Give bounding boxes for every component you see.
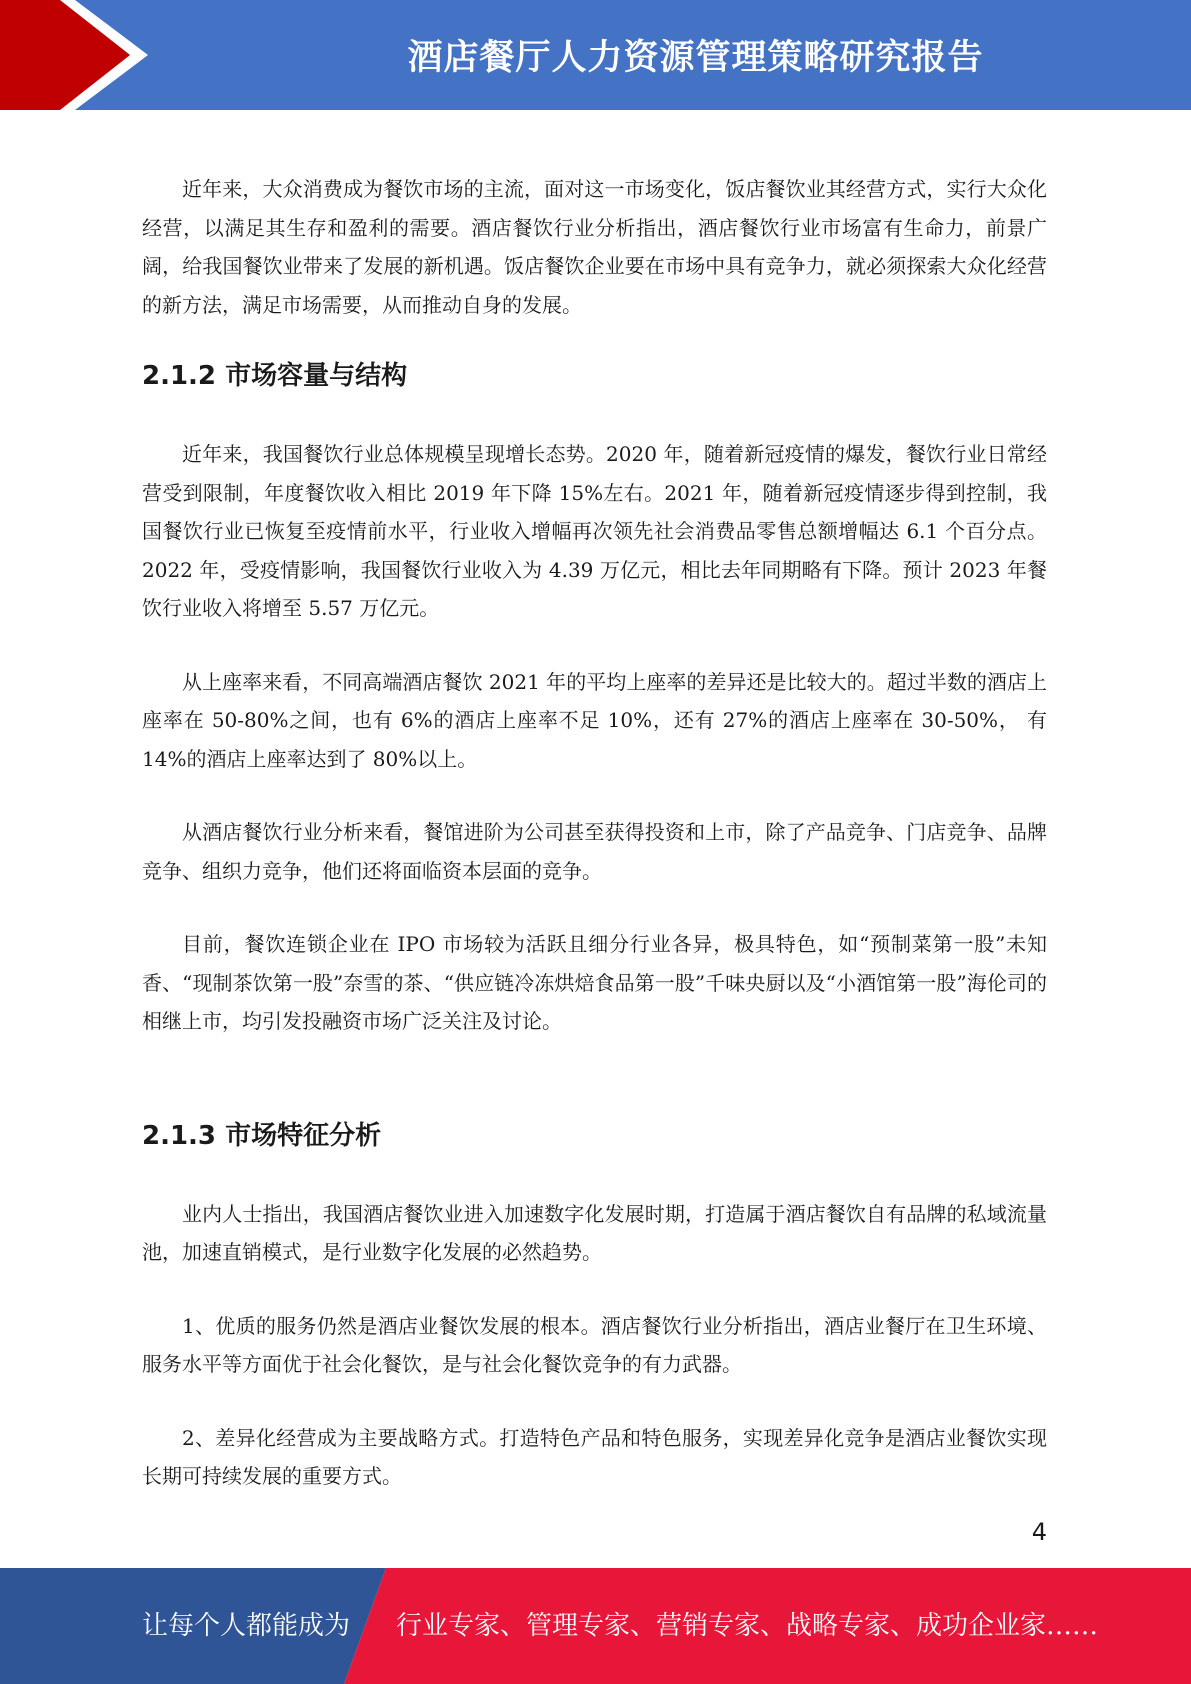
- paragraph: 2、差异化经营成为主要战略方式。打造特色产品和特色服务，实现差异化竞争是酒店业餐饮实现长期可持续发展的重要方式。: [142, 1425, 1047, 1488]
- page-footer: [0, 1568, 1191, 1684]
- intro-paragraph: 近年来，大众消费成为餐饮市场的主流，面对这一市场变化，饭店餐饮业其经营方式，实行大众化经营，以满足其生存和盈利的需要。酒店餐饮行业分析指出，酒店餐饮行业市场富有生命力，前景广阔，给我国餐饮业带来了发展的新机遇。饭店餐饮企业要在市场中具有竞争力，就必须探索大众化经营的新方法，满足市场需要，从而推动自身的发展。: [142, 177, 1047, 317]
- section-heading-2-1-2: 2.1.2 市场容量与结构: [142, 361, 408, 391]
- report-title: 酒店餐厅人力资源管理策略研究报告: [407, 38, 984, 78]
- header-chevron-decoration: [0, 0, 160, 110]
- page-number: 4: [1031, 1518, 1047, 1546]
- paragraph: 从上座率来看，不同高端酒店餐饮 2021 年的平均上座率的差异还是比较大的。超过半数的酒店上座率在 50-80%之间，也有 6%的酒店上座率不足 10%，还有 27%的酒店上座率在 30-50%， 有 14%的酒店上座率达到了 80%以上。: [142, 669, 1047, 771]
- footer-slogan-right: 行业专家、管理专家、营销专家、战略专家、成功企业家……: [396, 1611, 1099, 1641]
- section-heading-2-1-3: 2.1.3 市场特征分析: [142, 1120, 382, 1151]
- footer-slogan-left: 让每个人都能成为: [142, 1611, 351, 1641]
- paragraph: 目前，餐饮连锁企业在 IPO 市场较为活跃且细分行业各异，极具特色，如“预制菜第一股”未知香、“现制茶饮第一股”奈雪的茶、“供应链冷冻烘焙食品第一股”千味央厨以及“小酒馆第一股”海伦司的相继上市，均引发投融资市场广泛关注及讨论。: [142, 932, 1047, 1033]
- paragraph: 近年来，我国餐饮行业总体规模呈现增长态势。2020 年，随着新冠疫情的爆发，餐饮行业日常经营受到限制，年度餐饮收入相比 2019 年下降 15%左右。2021 年，随着新冠疫情逐步得到控制，我国餐饮行业已恢复至疫情前水平，行业收入增幅再次领先社会消费品零售总额增幅达 6.1 个百分点。2022 年，受疫情影响，我国餐饮行业收入为 4.39 万亿元，相比去年同期略有下降。预计 2023 年餐饮行业收入将增至 5.57 万亿元。: [142, 442, 1047, 620]
- paragraph: 业内人士指出，我国酒店餐饮业进入加速数字化发展时期，打造属于酒店餐饮自有品牌的私域流量池，加速直销模式，是行业数字化发展的必然趋势。: [142, 1201, 1047, 1264]
- paragraph: 从酒店餐饮行业分析来看，餐馆进阶为公司甚至获得投资和上市，除了产品竞争、门店竞争、品牌竞争、组织力竞争，他们还将面临资本层面的竞争。: [142, 820, 1047, 883]
- page-content: [142, 170, 1047, 1531]
- page-header: [0, 0, 1191, 110]
- paragraph: 1、优质的服务仍然是酒店业餐饮发展的根本。酒店餐饮行业分析指出，酒店业餐厅在卫生环境、服务水平等方面优于社会化餐饮，是与社会化餐饮竞争的有力武器。: [142, 1313, 1047, 1376]
